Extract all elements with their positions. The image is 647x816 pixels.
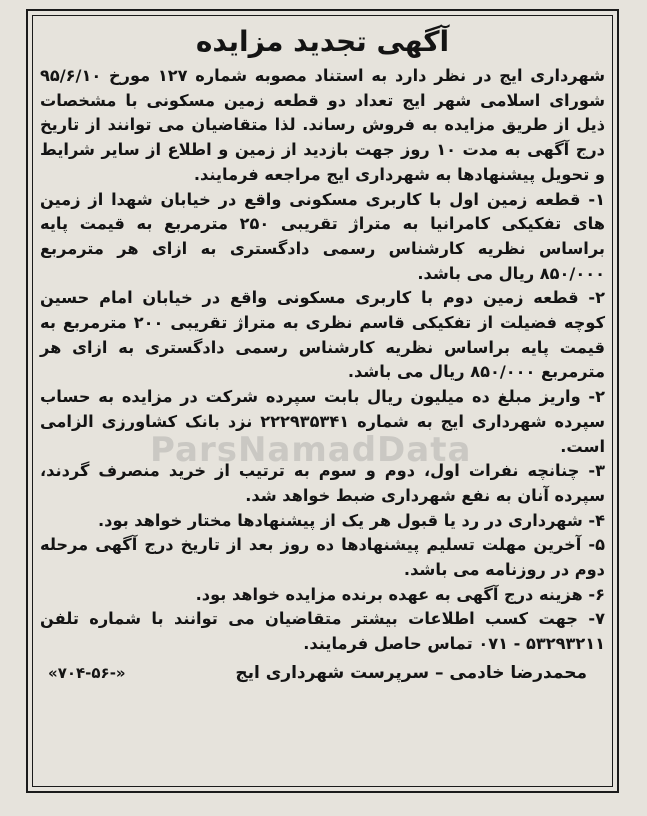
item-3: ۳- چنانچه نفرات اول، دوم و سوم به ترتیب از خرید منصرف گردند، سپرده آنان به نفع شهرداری ضبط خواهد شد. [40,461,605,505]
item-7: ۷- جهت کسب اطلاعات بیشتر متقاضیان می توانند با شماره تلفن ۵۳۲۹۳۲۱۱ - ۰۷۱ تماس حاصل فرمایند. [40,609,605,654]
item-deposit: ۲- واریز مبلغ ده میلیون ریال بابت سپرده شرکت در مزایده به حساب سپرده شهرداری ایج به شماره ۲۲۲۹۳۵۳۴۱ نزد بانک کشاورزی الزامی است. [40,387,605,456]
item-5: ۵- آخرین مهلت تسلیم پیشنهادها ده روز بعد از تاریخ درج آگهی مرحله دوم در روزنامه می باشد. [40,535,605,580]
notice-body [40,20,605,687]
signature: محمدرضا خادمی – سرپرست شهرداری ایج [235,662,587,683]
watermark: ParsNamadData [150,430,472,470]
signature-row [40,659,605,687]
intro-paragraph: شهرداری ایج در نظر دارد به استناد مصوبه شماره ۱۲۷ مورخ ۹۵/۶/۱۰ شورای اسلامی شهر ایج تعداد دو قطعه زمین مسکونی با مشخصات ذیل از طریق مزایده به فروش رساند. لذا متقاضیان می توانند از تاریخ درج آگهی به مدت ۱۰ روز جهت بازدید از زمین و اطلاع از سایر شرایط و تحویل پیشنهادها به شهرداری ایج مراجعه فرمایند. [40,66,605,184]
item-2: ۲- قطعه زمین دوم با کاربری مسکونی واقع در خیابان امام حسین کوچه فضیلت از تفکیکی قاسم نظری به متراژ تقریبی ۲۰۰ مترمربع به قیمت پایه براساس نظریه کارشناس رسمی دادگستری به ازای هر مترمربع ۸۵۰/۰۰۰ ریال می باشد. [40,288,605,382]
item-4: ۴- شهرداری در رد یا قبول هر یک از پیشنهادها مختار خواهد بود. [97,510,605,530]
item-6: ۶- هزینه درج آگهی به عهده برنده مزایده خواهد بود. [195,584,605,604]
ad-code: «۷۰۴-۵۶-» [48,663,126,682]
notice-title: آگهی تجدید مزایده [195,25,450,58]
item-1: ۱- قطعه زمین اول با کاربری مسکونی واقع در خیابان شهدا از زمین های تفکیکی کامرانیا به متراژ تقریبی ۲۵۰ مترمربع به قیمت پایه براساس نظریه کارشناس رسمی دادگستری به ازای هر مترمربع ۸۵۰/۰۰۰ ریال می باشد. [40,189,605,283]
notice-text [40,64,605,657]
